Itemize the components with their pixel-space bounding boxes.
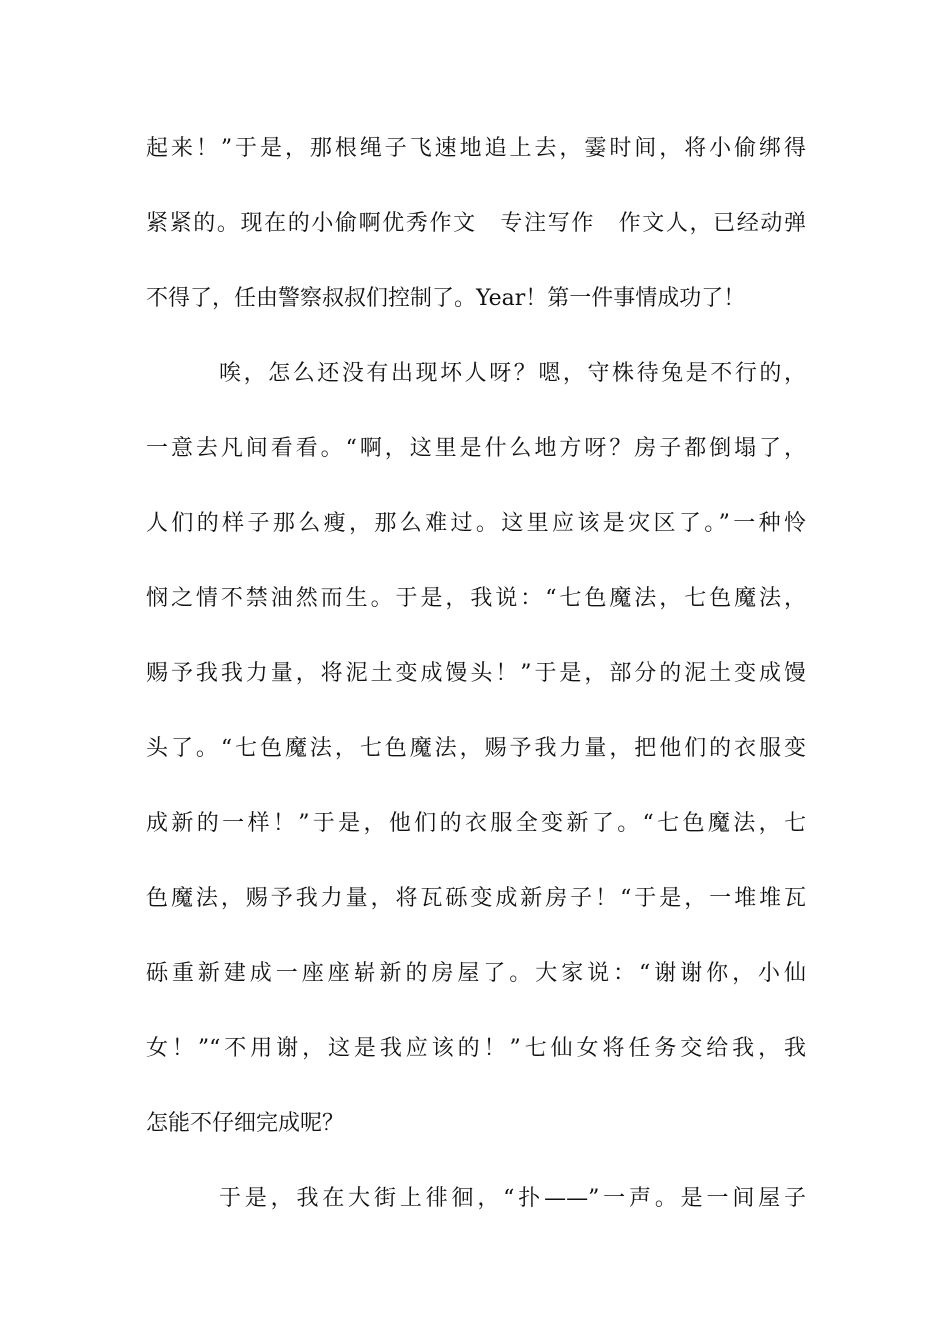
text-line: 砾重新建成一座座崭新的房屋了。大家说：“谢谢你，小仙 [146, 961, 806, 986]
paragraph-start-line: 于是，我在大街上徘徊，“扑——”一声。是一间屋子 [219, 1186, 806, 1211]
text-line: 紧紧的。现在的小偷啊优秀作文 专注写作 作文人，已经动弹 [146, 211, 806, 236]
text-line: 悯之情不禁油然而生。于是，我说：“七色魔法，七色魔法， [146, 586, 806, 611]
text-line: 色魔法，赐予我力量，将瓦砾变成新房子！“于是，一堆堆瓦 [146, 886, 806, 911]
text-line: 成新的一样！”于是，他们的衣服全变新了。“七色魔法，七 [146, 811, 806, 836]
paragraph-start-line: 唉，怎么还没有出现坏人呀？嗯，守株待兔是不行的， [219, 361, 806, 386]
text-line: 头了。“七色魔法，七色魔法，赐予我力量，把他们的衣服变 [146, 736, 806, 761]
text-line: 一意去凡间看看。“啊，这里是什么地方呀？房子都倒塌了， [146, 436, 806, 461]
text-line: 人们的样子那么瘦，那么难过。这里应该是灾区了。”一种怜 [146, 511, 806, 536]
text-line: 不得了，任由警察叔叔们控制了。Year！第一件事情成功了！ [146, 286, 746, 311]
body-text [146, 130, 806, 1255]
text-line: 女！”“不用谢，这是我应该的！”七仙女将任务交给我，我 [146, 1036, 806, 1061]
text-line: 起来！”于是，那根绳子飞速地追上去，霎时间，将小偷绑得 [146, 136, 806, 161]
text-line: 赐予我我力量，将泥土变成馒头！”于是，部分的泥土变成馒 [146, 661, 806, 686]
text-line: 怎能不仔细完成呢？ [146, 1111, 345, 1136]
